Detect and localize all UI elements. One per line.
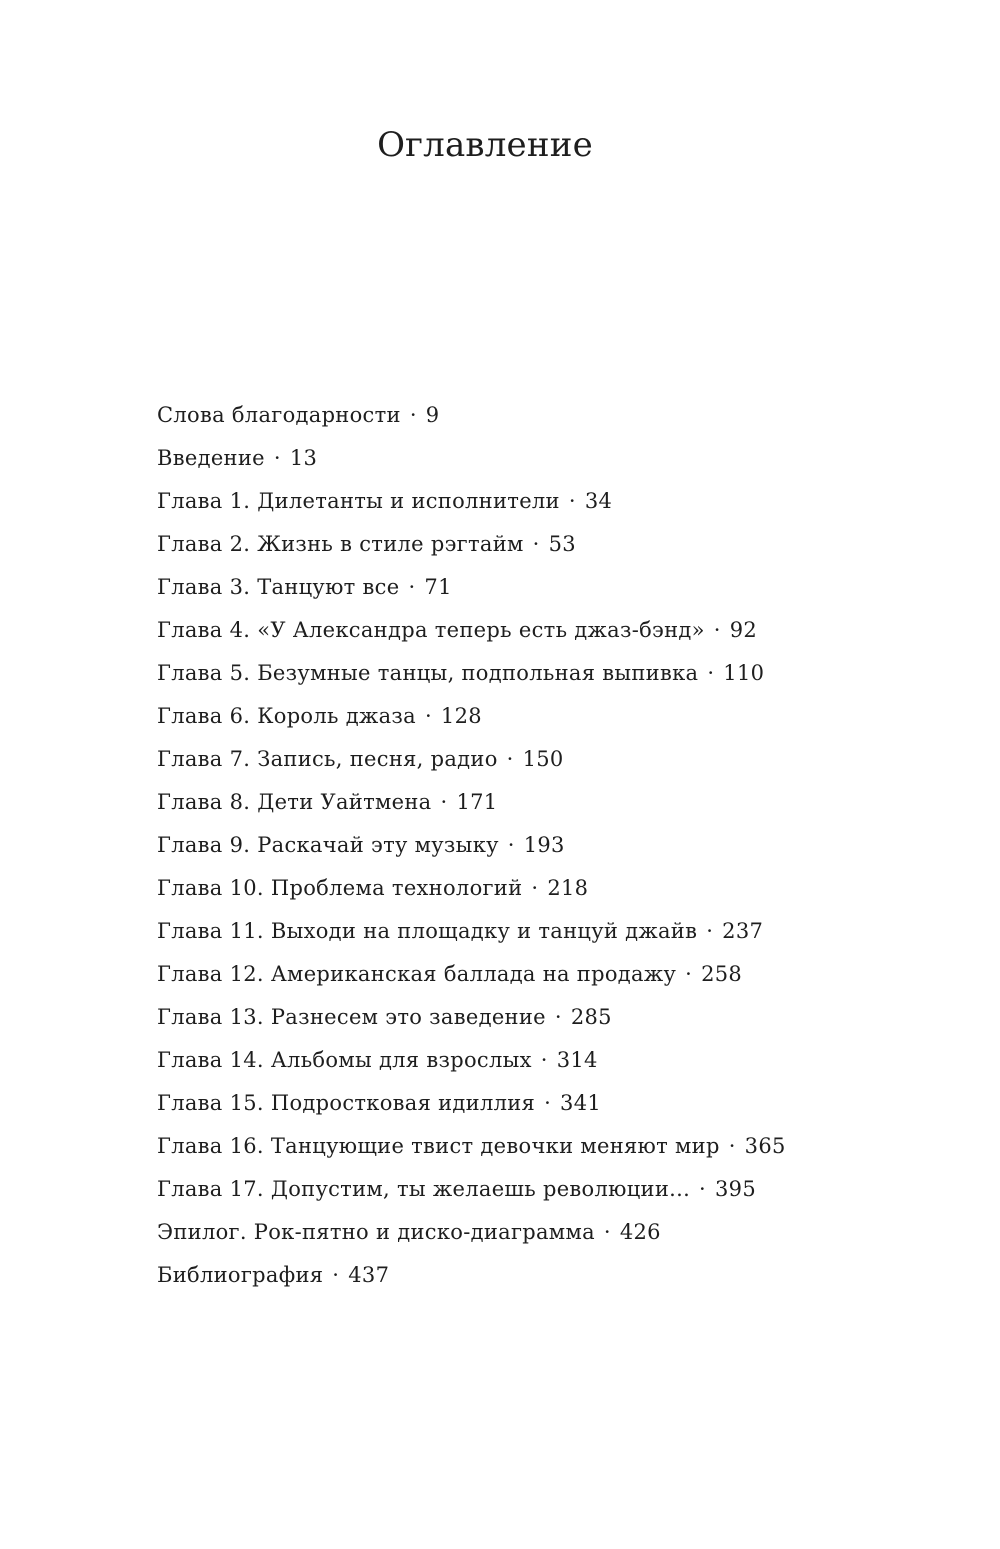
toc-entry-separator: · <box>568 489 576 513</box>
toc-entry <box>157 738 786 781</box>
toc-entry <box>157 867 786 910</box>
toc-entry-page-number: 285 <box>570 1005 612 1029</box>
toc-entry-page-number: 437 <box>348 1263 390 1287</box>
toc-entry-title: Глава 7. Запись, песня, радио <box>157 747 498 771</box>
toc-entry-separator: · <box>332 1263 340 1287</box>
toc-entry-page-number: 34 <box>584 489 613 513</box>
toc-entry <box>157 1039 786 1082</box>
toc-entry-title: Глава 14. Альбомы для взрослых <box>157 1048 532 1072</box>
toc-entry <box>157 480 786 523</box>
toc-entry-separator: · <box>440 790 448 814</box>
toc-entry <box>157 566 786 609</box>
toc-entry <box>157 437 786 480</box>
toc-entry-page-number: 13 <box>289 446 318 470</box>
toc-entry-title: Глава 11. Выходи на площадку и танцуй джайв <box>157 919 698 943</box>
toc-entry-separator: · <box>685 962 693 986</box>
toc-entry-separator: · <box>707 661 715 685</box>
toc-entry-page-number: 258 <box>701 962 743 986</box>
toc-entry-page-number: 341 <box>560 1091 602 1115</box>
toc-entry-title: Глава 3. Танцуют все <box>157 575 400 599</box>
toc-entry-page-number: 92 <box>729 618 758 642</box>
toc-entry-title: Глава 2. Жизнь в стиле рэгтайм <box>157 532 524 556</box>
toc-entry-page-number: 218 <box>547 876 589 900</box>
toc-entry-page-number: 237 <box>722 919 764 943</box>
toc-entry-page-number: 110 <box>723 661 765 685</box>
toc-entry-title: Глава 8. Дети Уайтмена <box>157 790 432 814</box>
toc-entry <box>157 695 786 738</box>
toc-entry-title: Глава 4. «У Александра теперь есть джаз-бэнд» <box>157 618 705 642</box>
toc-entry-separator: · <box>544 1091 552 1115</box>
toc-entry-title: Глава 6. Король джаза <box>157 704 416 728</box>
toc-entry-separator: · <box>424 704 432 728</box>
toc-entry-separator: · <box>728 1134 736 1158</box>
toc-entry-separator: · <box>532 532 540 556</box>
toc-entry-title: Глава 13. Разнесем это заведение <box>157 1005 546 1029</box>
toc-entry-title: Слова благодарности <box>157 403 401 427</box>
toc-entry-separator: · <box>706 919 714 943</box>
toc-entry-separator: · <box>408 575 416 599</box>
toc-entry-title: Библиография <box>157 1263 324 1287</box>
toc-entry-separator: · <box>554 1005 562 1029</box>
toc-entry-page-number: 426 <box>619 1220 661 1244</box>
toc-entry-separator: · <box>540 1048 548 1072</box>
page-title: Оглавление <box>377 125 593 165</box>
toc-entry <box>157 910 786 953</box>
toc-entry-separator: · <box>273 446 281 470</box>
toc-entry <box>157 781 786 824</box>
toc-entry-title: Глава 9. Раскачай эту музыку <box>157 833 499 857</box>
toc-entry-title: Глава 15. Подростковая идиллия <box>157 1091 536 1115</box>
toc-entry-page-number: 314 <box>556 1048 598 1072</box>
toc-entry <box>157 953 786 996</box>
toc-entry-title: Глава 16. Танцующие твист девочки меняют мир <box>157 1134 720 1158</box>
toc-entry-page-number: 53 <box>548 532 576 556</box>
toc-entry-title: Глава 12. Американская баллада на продажу <box>157 962 677 986</box>
toc-entry-separator: · <box>506 747 514 771</box>
toc-entry-title: Глава 5. Безумные танцы, подпольная выпивка <box>157 661 699 685</box>
toc-entry-separator: · <box>531 876 539 900</box>
toc-entry-page-number: 150 <box>522 747 564 771</box>
toc-entry <box>157 1082 786 1125</box>
toc-entry <box>157 1211 786 1254</box>
toc-entry-title: Глава 10. Проблема технологий <box>157 876 523 900</box>
toc-entry-separator: · <box>507 833 515 857</box>
toc-entry-separator: · <box>699 1177 707 1201</box>
toc-entry-title: Введение <box>157 446 265 470</box>
toc-entry <box>157 996 786 1039</box>
toc-entry <box>157 523 786 566</box>
toc-entry-page-number: 128 <box>440 704 482 728</box>
toc-entry-separator: · <box>409 403 417 427</box>
toc-entry-separator: · <box>603 1220 611 1244</box>
toc-entry-page-number: 395 <box>715 1177 756 1201</box>
toc-entry-separator: · <box>713 618 721 642</box>
toc-entry-title: Глава 1. Дилетанты и исполнители <box>157 489 560 513</box>
toc-entry <box>157 824 786 867</box>
toc-entry-title: Глава 17. Допустим, ты желаешь революции... <box>157 1177 691 1201</box>
toc-entry <box>157 394 786 437</box>
toc-entry-page-number: 171 <box>456 790 498 814</box>
toc-entry <box>157 652 786 695</box>
toc-entry <box>157 1254 786 1297</box>
table-of-contents <box>157 394 786 1297</box>
toc-entry-page-number: 71 <box>424 575 452 599</box>
toc-entry-page-number: 365 <box>744 1134 786 1158</box>
toc-entry <box>157 1168 786 1211</box>
toc-entry-page-number: 193 <box>523 833 565 857</box>
toc-entry-title: Эпилог. Рок-пятно и диско-диаграмма <box>157 1220 595 1244</box>
toc-entry <box>157 1125 786 1168</box>
toc-entry <box>157 609 786 652</box>
toc-entry-page-number: 9 <box>425 403 440 427</box>
